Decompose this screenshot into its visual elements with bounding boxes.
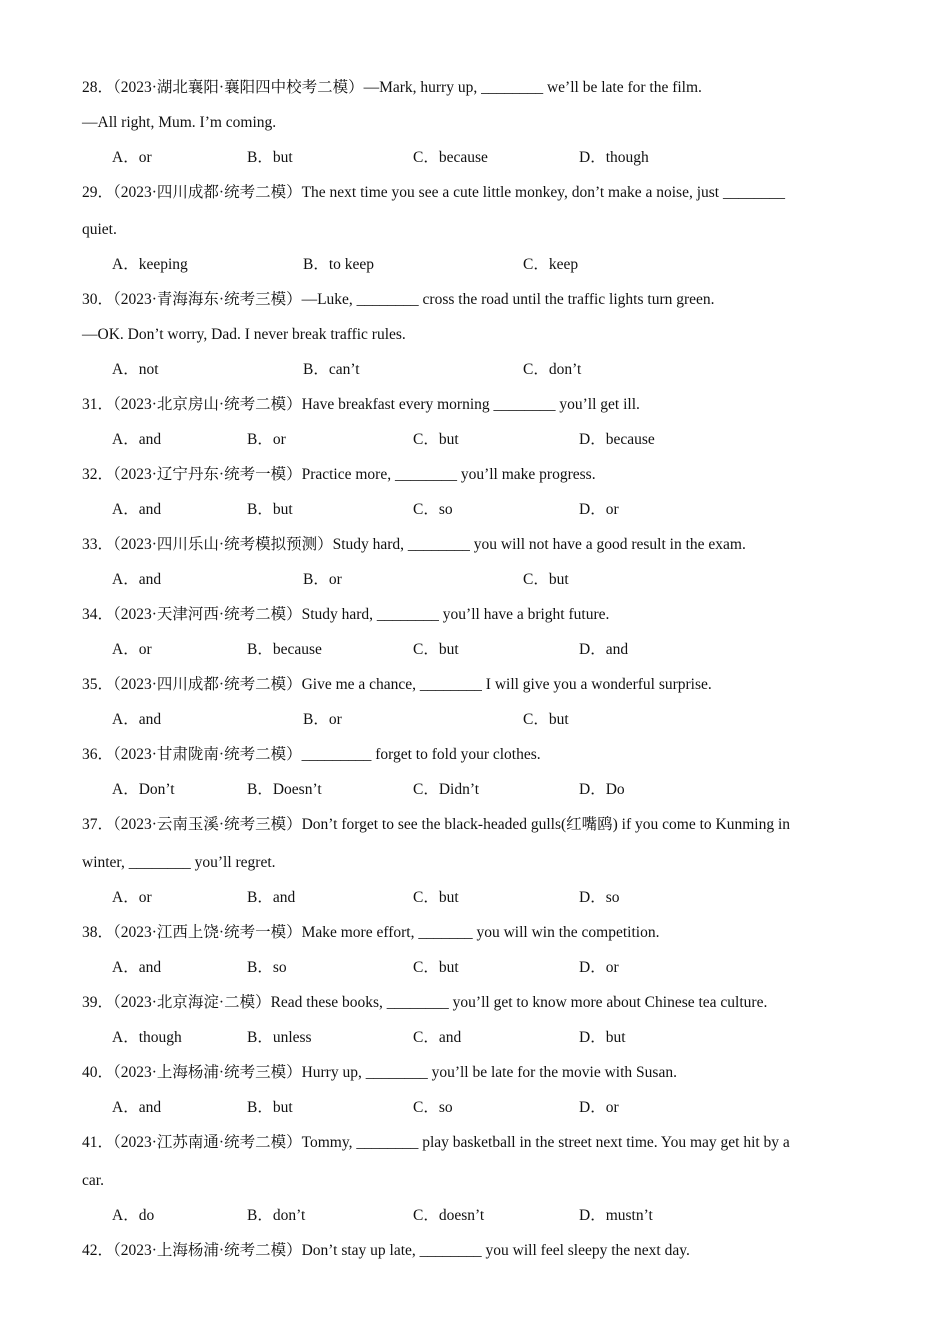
question-stem: 37．（2023·云南玉溪·统考三模）Don’t forget to see the black-headed gulls(红嘴鸥) if you come to Kunming in xyxy=(82,816,791,833)
answer-option: C．so xyxy=(413,501,453,518)
answer-option: B．or xyxy=(247,431,286,448)
answer-option: B．because xyxy=(247,641,322,658)
answer-option: C．but xyxy=(413,641,459,658)
answer-option: B．but xyxy=(247,1099,293,1116)
question-stem-continued: quiet. xyxy=(82,221,117,238)
question-stem-continued: car. xyxy=(82,1172,104,1189)
answer-option: D．though xyxy=(579,149,649,166)
answer-option: A．and xyxy=(112,501,162,518)
answer-option: C．but xyxy=(413,959,459,976)
answer-option: B．Doesn’t xyxy=(247,781,322,798)
answer-option: A．or xyxy=(112,641,152,658)
answer-option: C．doesn’t xyxy=(413,1207,485,1224)
question-stem: 30．（2023·青海海东·统考三模）—Luke, ________ cross the road until the traffic lights turn green. xyxy=(82,291,715,308)
answer-option: A．do xyxy=(112,1207,155,1224)
answer-option: D．and xyxy=(579,641,629,658)
question-stem: 41．（2023·江苏南通·统考二模）Tommy, ________ play basketball in the street next time. You may get hit by a xyxy=(82,1134,790,1151)
answer-option: C．Didn’t xyxy=(413,781,480,798)
answer-option: A．and xyxy=(112,959,162,976)
answer-option: B．can’t xyxy=(303,361,360,378)
question-stem-continued: winter, ________ you’ll regret. xyxy=(82,854,276,871)
question-stem: 28．（2023·湖北襄阳·襄阳四中校考二模）—Mark, hurry up, ________ we’ll be late for the film. xyxy=(82,79,702,96)
question-stem: 40．（2023·上海杨浦·统考三模）Hurry up, ________ you’ll be late for the movie with Susan. xyxy=(82,1064,677,1081)
answer-option: C．but xyxy=(413,431,459,448)
answer-option: B．or xyxy=(303,711,342,728)
answer-option: C．don’t xyxy=(523,361,582,378)
answer-option: D．but xyxy=(579,1029,626,1046)
question-stem-continued: —OK. Don’t worry, Dad. I never break traffic rules. xyxy=(82,326,406,343)
answer-option: A．and xyxy=(112,711,162,728)
question-stem: 29．（2023·四川成都·统考二模）The next time you see a cute little monkey, don’t make a noise, just ________ xyxy=(82,184,785,201)
question-stem: 33．（2023·四川乐山·统考模拟预测）Study hard, ________ you will not have a good result in the exam. xyxy=(82,536,746,553)
question-stem: 35．（2023·四川成都·统考二模）Give me a chance, ________ I will give you a wonderful surprise. xyxy=(82,676,712,693)
answer-option: A．Don’t xyxy=(112,781,175,798)
answer-option: C．but xyxy=(413,889,459,906)
answer-option: B．but xyxy=(247,501,293,518)
question-stem: 42．（2023·上海杨浦·统考二模）Don’t stay up late, ________ you will feel sleepy the next day. xyxy=(82,1242,690,1259)
answer-option: B．to keep xyxy=(303,256,375,273)
answer-option: D．or xyxy=(579,501,619,518)
answer-option: A．not xyxy=(112,361,159,378)
answer-option: A．or xyxy=(112,889,152,906)
answer-option: A．keeping xyxy=(112,256,188,273)
answer-option: A．or xyxy=(112,149,152,166)
question-stem: 32．（2023·辽宁丹东·统考一模）Practice more, ________ you’ll make progress. xyxy=(82,466,596,483)
question-stem: 31．（2023·北京房山·统考二模）Have breakfast every morning ________ you’ll get ill. xyxy=(82,396,640,413)
answer-option: C．but xyxy=(523,711,569,728)
question-stem: 34．（2023·天津河西·统考二模）Study hard, ________ you’ll have a bright future. xyxy=(82,606,610,623)
answer-option: D．so xyxy=(579,889,620,906)
answer-option: D．or xyxy=(579,959,619,976)
answer-option: A．though xyxy=(112,1029,182,1046)
question-stem: 39．（2023·北京海淀·二模）Read these books, ________ you’ll get to know more about Chinese tea culture. xyxy=(82,994,768,1011)
answer-option: B．don’t xyxy=(247,1207,306,1224)
answer-option: B．and xyxy=(247,889,296,906)
answer-option: A．and xyxy=(112,431,162,448)
answer-option: D．mustn’t xyxy=(579,1207,653,1224)
question-stem-continued: —All right, Mum. I’m coming. xyxy=(82,114,277,131)
answer-option: C．because xyxy=(413,149,488,166)
answer-option: B．or xyxy=(303,571,342,588)
answer-option: D．or xyxy=(579,1099,619,1116)
answer-option: C．but xyxy=(523,571,569,588)
answer-option: D．because xyxy=(579,431,655,448)
answer-option: A．and xyxy=(112,1099,162,1116)
answer-option: D．Do xyxy=(579,781,625,798)
answer-option: B．unless xyxy=(247,1029,312,1046)
answer-option: A．and xyxy=(112,571,162,588)
question-stem: 36．（2023·甘肃陇南·统考二模）_________ forget to fold your clothes. xyxy=(82,746,541,763)
answer-option: B．but xyxy=(247,149,293,166)
answer-option: C．and xyxy=(413,1029,462,1046)
question-stem: 38．（2023·江西上饶·统考一模）Make more effort, _______ you will win the competition. xyxy=(82,924,660,941)
answer-option: B．so xyxy=(247,959,287,976)
answer-option: C．keep xyxy=(523,256,579,273)
answer-option: C．so xyxy=(413,1099,453,1116)
